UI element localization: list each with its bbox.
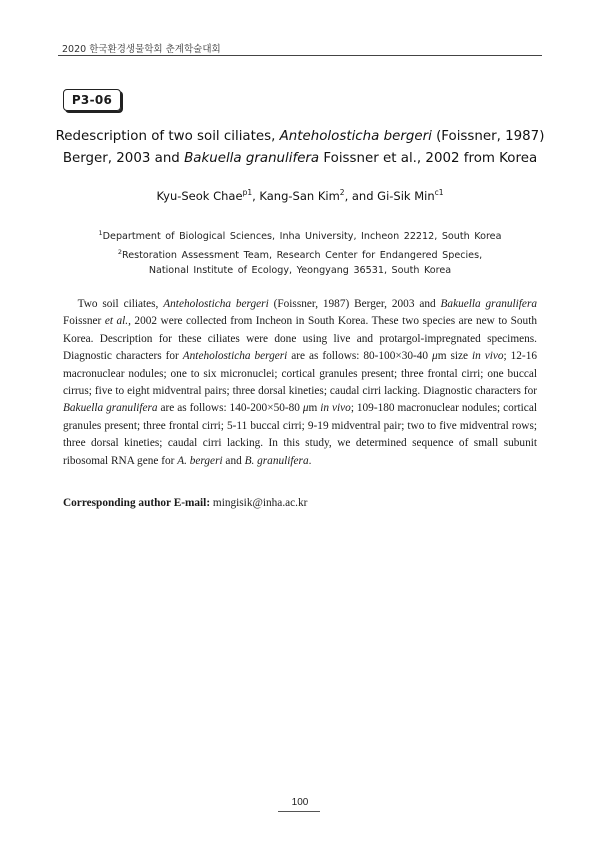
- abstract-italic: in vivo: [320, 402, 351, 415]
- page-number: 100: [291, 797, 309, 808]
- affiliation-2-line-2: National Institute of Ecology, Yeongyang 36531, South Korea: [148, 265, 452, 277]
- author-name: Kang-San Kim: [259, 188, 340, 203]
- abstract-text: ; 109-180 macronuclear nodules; cortical granules present; three frontal cirri; 5-11 buccal cirri; 9-19 midventral pair; two to five midventral rows; three dorsal kineties; caudal cirri lacking. In this study, we determined sequence of small subunit ribosomal RNA gene for: [63, 402, 537, 467]
- abstract-text: ; 12-16 macronuclear nodules; one to six micronuclei; cortical granules present; three frontal cirri; one buccal cirrus; five to eight midventral pairs; three dorsal kineties; caudal cirri lacking. Diagnostic characters for: [63, 350, 537, 398]
- author-name: Gi-Sik Min: [377, 188, 435, 203]
- author-affiliation-mark: p1: [242, 188, 253, 197]
- poster-code-badge: P3-06: [63, 89, 121, 111]
- affiliations: [50, 226, 550, 279]
- abstract-body: [63, 296, 537, 470]
- abstract-italic: Anteholosticha bergeri: [182, 350, 288, 363]
- header-divider: [58, 55, 542, 56]
- title-species: Anteholosticha bergeri: [279, 129, 432, 144]
- paper-title: [50, 126, 550, 170]
- affiliation-1: Department of Biological Sciences, Inha University, Incheon 22212, South Korea: [102, 231, 502, 243]
- abstract-text: m: [308, 402, 321, 415]
- affiliation-mark: 2: [117, 247, 122, 256]
- title-text: Foissner et al., 2002 from Korea: [319, 151, 538, 166]
- abstract-text: .: [308, 454, 312, 467]
- author-affiliation-mark: c1: [434, 188, 444, 197]
- author-separator: , and: [344, 188, 378, 203]
- abstract-unit: μ: [432, 350, 438, 363]
- affiliation-mark: 1: [98, 229, 103, 237]
- abstract-italic: B. granulifera: [244, 454, 309, 467]
- author-list: [50, 188, 550, 203]
- corresponding-email: mingisik@inha.ac.kr: [210, 497, 308, 509]
- affiliation-2-line-1: Restoration Assessment Team, Research Center for Endangered Species,: [122, 249, 483, 261]
- abstract-text: Foissner: [63, 315, 105, 328]
- abstract-italic: in vivo: [471, 350, 504, 363]
- page-number-underline: [278, 811, 320, 812]
- title-species: Bakuella granulifera: [184, 151, 320, 166]
- abstract-italic: et al.,: [104, 315, 131, 328]
- abstract-italic: Anteholosticha bergeri: [163, 298, 269, 310]
- abstract-text: m size: [437, 350, 472, 363]
- abstract-unit: μ: [302, 402, 309, 415]
- corresponding-label: Corresponding author E-mail:: [63, 497, 211, 509]
- abstract-text: Two soil ciliates,: [77, 298, 164, 310]
- author-separator: ,: [252, 188, 260, 203]
- abstract-italic: Bakuella granulifera: [63, 402, 158, 415]
- abstract-text: and: [222, 454, 245, 467]
- abstract-italic: A. bergeri: [177, 454, 223, 467]
- abstract-text: (Foissner, 1987) Berger, 2003 and: [268, 298, 441, 310]
- author-affiliation-mark: 2: [339, 188, 345, 197]
- author-name: Kyu-Seok Chae: [156, 188, 243, 203]
- abstract-text: are as follows: 80-100×30-40: [287, 350, 433, 363]
- abstract-italic: Bakuella granulifera: [440, 298, 537, 310]
- title-text: Berger, 2003 and: [62, 151, 185, 166]
- title-text: (Foissner, 1987): [431, 129, 545, 144]
- running-header: 2020 한국환경생물학회 춘계학술대회: [62, 44, 221, 55]
- title-text: Redescription of two soil ciliates,: [55, 129, 280, 144]
- corresponding-author: [63, 497, 307, 509]
- abstract-text: are as follows: 140-200×50-80: [157, 402, 303, 415]
- abstract-text: 2002 were collected from Incheon in South Korea. These two species are new to South Korea. Description for these ciliates were done using live and protargol-impregnated specimens. Diagnostic characters for: [63, 315, 537, 363]
